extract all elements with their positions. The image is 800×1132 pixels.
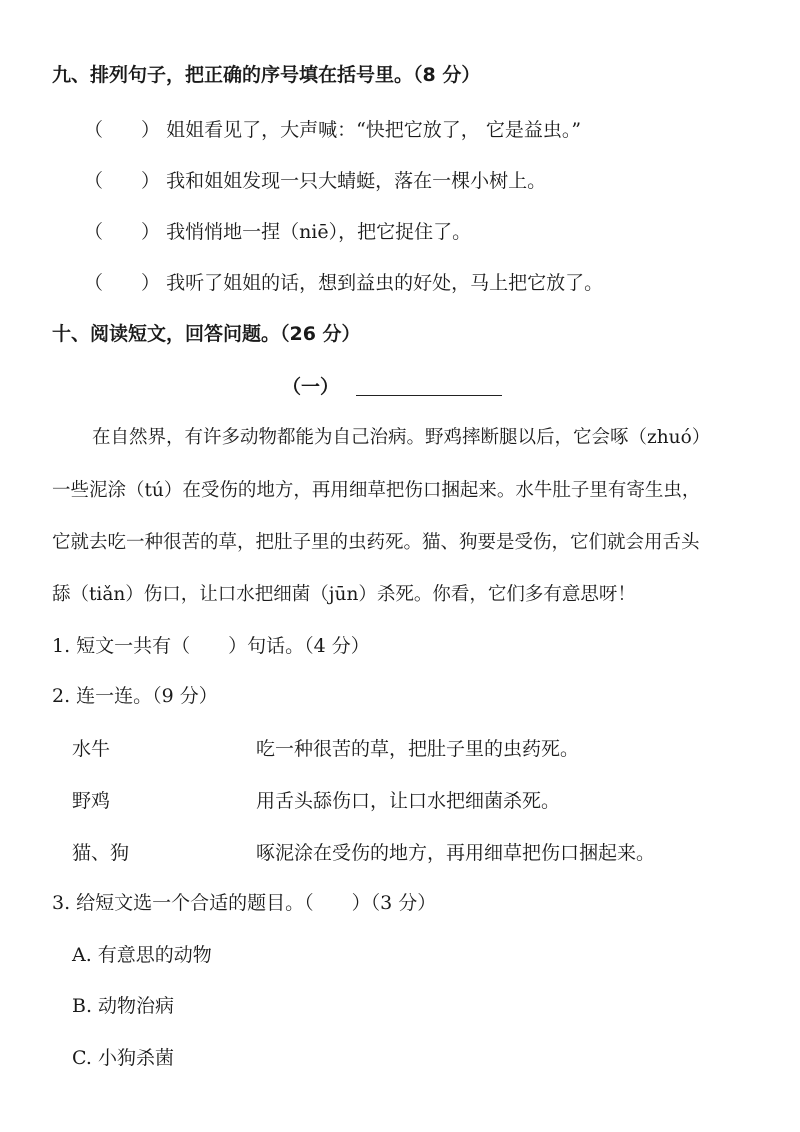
passage-line-2: 一些泥涂（tú）在受伤的地方，再用细草把伤口捆起来。水牛肚子里有寄生虫，: [52, 480, 701, 501]
passage-label: （一）: [282, 376, 340, 398]
match-left-3[interactable]: 猫、狗: [72, 842, 130, 864]
match-right-2[interactable]: 用舌头舔伤口，让口水把细菌杀死。: [256, 790, 561, 812]
sentence-text: 我和姐姐发现一只大蜻蜓，落在一棵小树上。: [166, 170, 547, 192]
passage-line-4: 舔（tiǎn）伤口，让口水把细菌（jūn）杀死。你看，它们多有意思呀！: [52, 584, 636, 605]
answer-blank[interactable]: （ ）: [84, 221, 161, 243]
answer-blank[interactable]: （ ）: [84, 119, 161, 141]
match-left-2[interactable]: 野鸡: [72, 790, 111, 812]
option-c[interactable]: C. 小狗杀菌: [72, 1047, 174, 1069]
order-item-2: [84, 168, 546, 194]
passage-line-1: 在自然界，有许多动物都能为自己治病。野鸡摔断腿以后，它会啄（zhuó）: [92, 427, 711, 448]
order-item-3: [84, 219, 471, 245]
answer-blank[interactable]: （ ）: [84, 272, 161, 294]
question-3: 3. 给短文选一个合适的题目。（ ）（3 分）: [52, 892, 437, 914]
title-blank[interactable]: [356, 395, 502, 396]
order-item-4: [84, 270, 603, 296]
section10-heading: 十、阅读短文，回答问题。（26 分）: [52, 323, 361, 345]
sentence-text: 姐姐看见了，大声喊：“快把它放了， 它是益虫。”: [166, 119, 582, 141]
option-a[interactable]: A. 有意思的动物: [72, 944, 212, 966]
sentence-text: 我悄悄地一捏（niē），把它捉住了。: [166, 221, 472, 243]
option-b[interactable]: B. 动物治病: [72, 995, 175, 1017]
match-left-1[interactable]: 水牛: [72, 738, 111, 760]
passage-line-3: 它就去吃一种很苦的草，把肚子里的虫药死。猫、狗要是受伤，它们就会用舌头: [52, 532, 700, 553]
section9-heading: 九、排列句子，把正确的序号填在括号里。（8 分）: [52, 64, 481, 86]
question-1: 1. 短文一共有（ ）句话。（4 分）: [52, 635, 370, 657]
match-right-1[interactable]: 吃一种很苦的草，把肚子里的虫药死。: [256, 738, 580, 760]
order-item-1: [84, 117, 581, 143]
answer-blank[interactable]: （ ）: [84, 170, 161, 192]
match-right-3[interactable]: 啄泥涂在受伤的地方，再用细草把伤口捆起来。: [256, 842, 656, 864]
question-2: 2. 连一连。（9 分）: [52, 685, 218, 707]
sentence-text: 我听了姐姐的话，想到益虫的好处，马上把它放了。: [166, 272, 604, 294]
